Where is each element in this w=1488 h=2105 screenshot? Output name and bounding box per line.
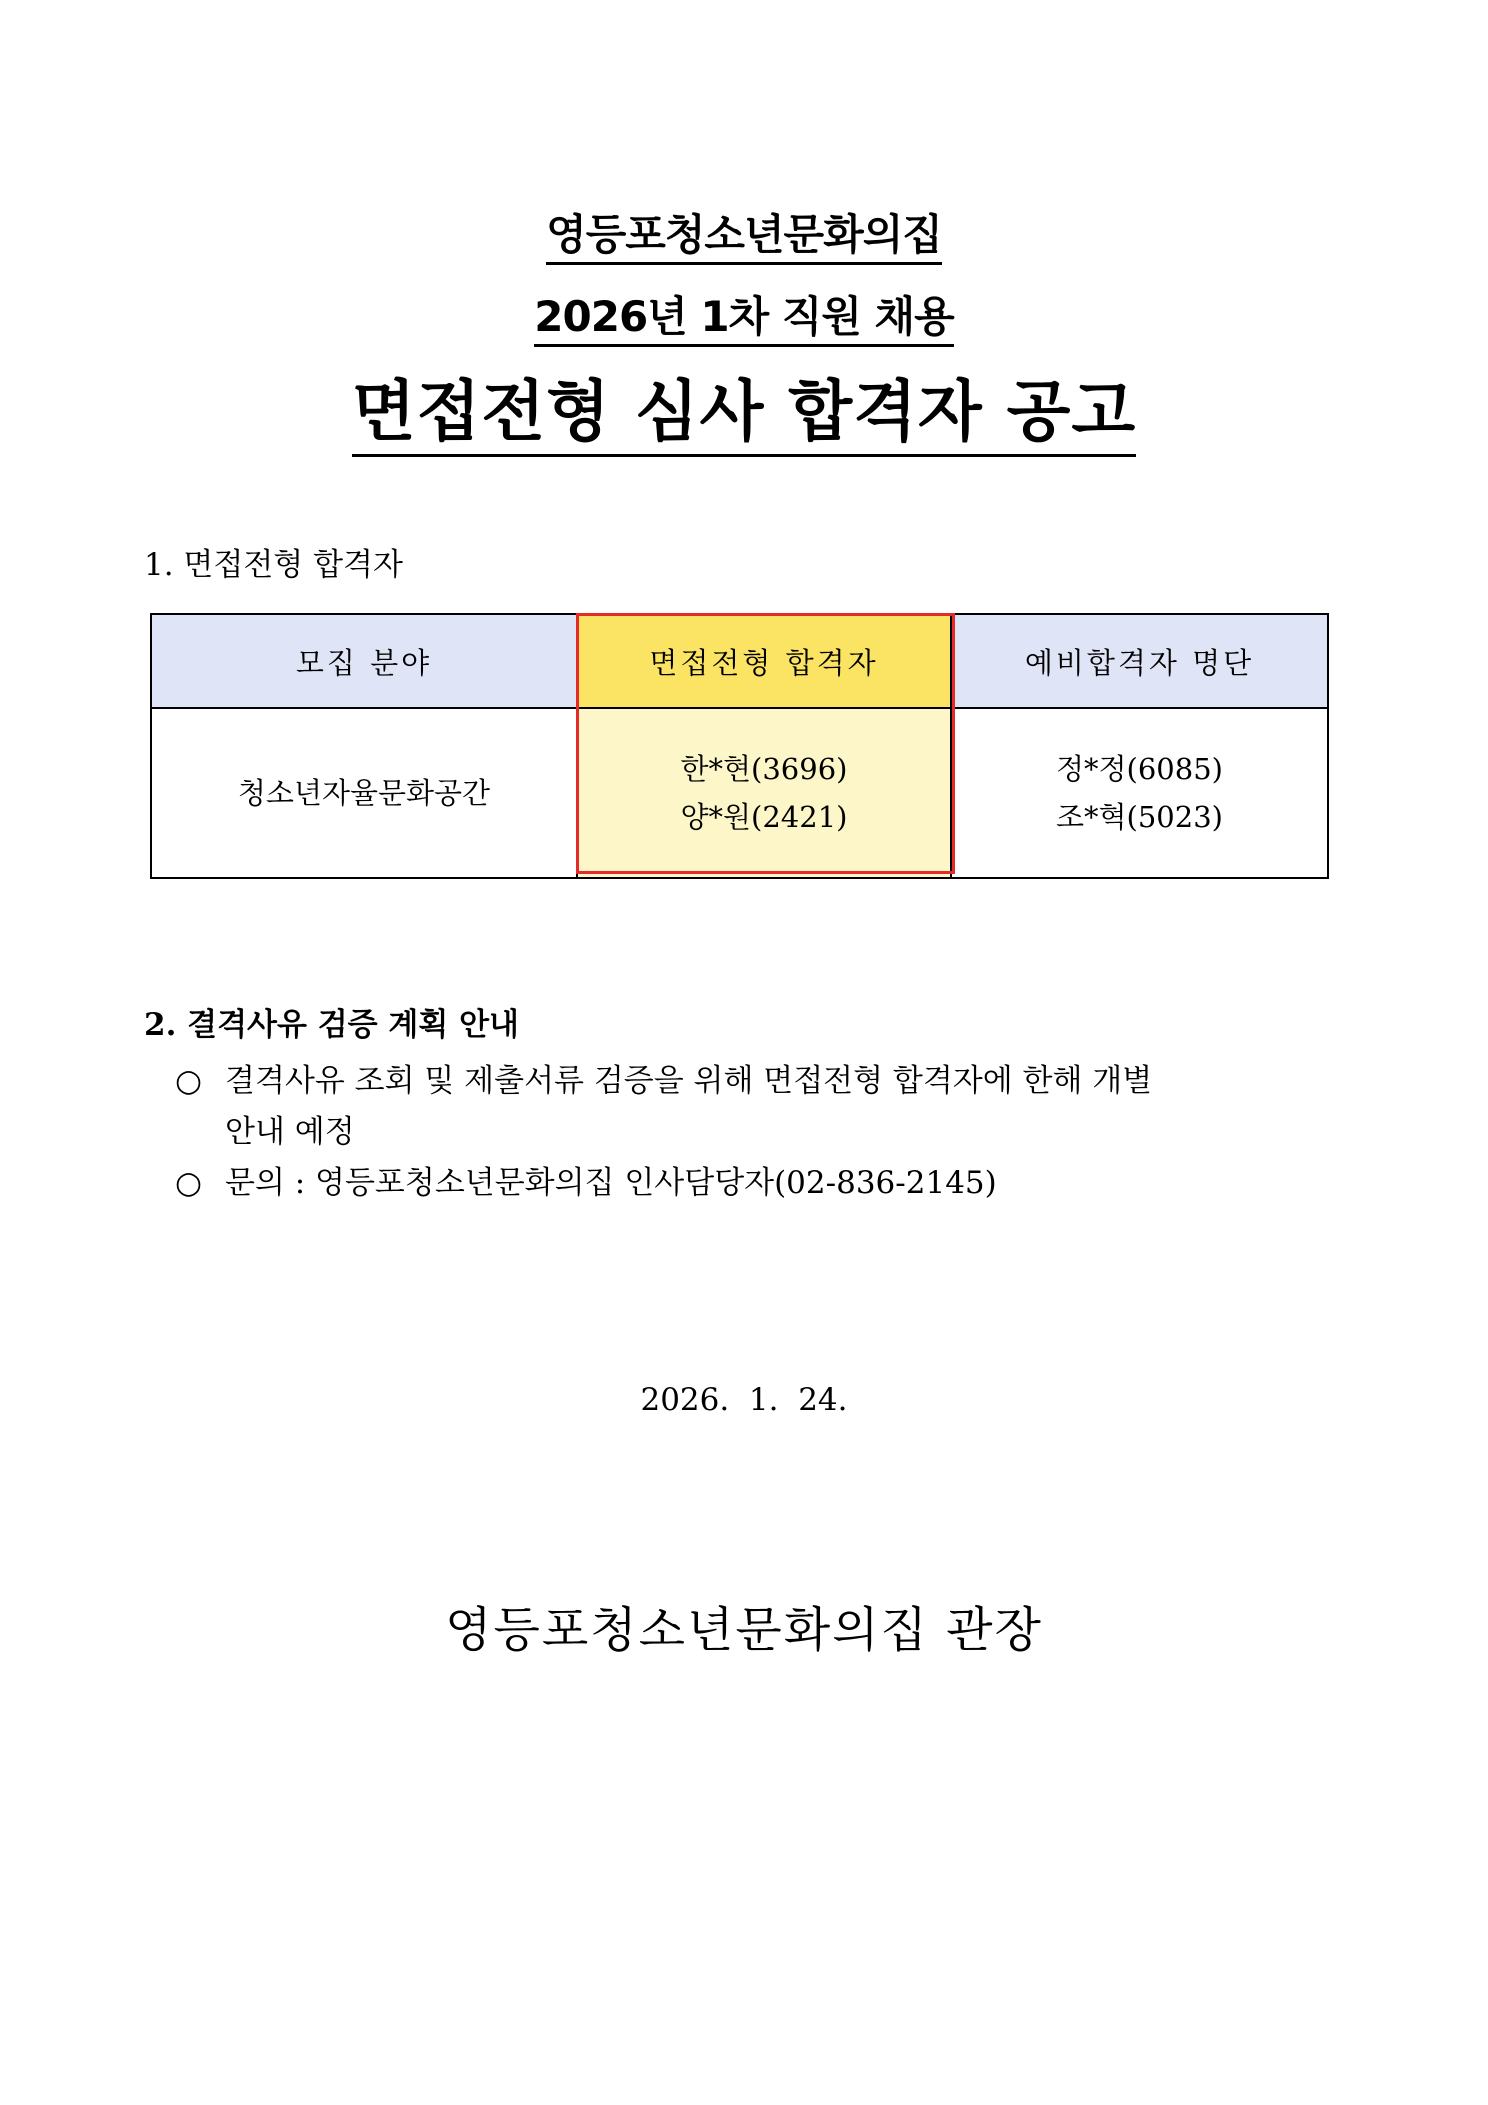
header-field: 모집 분야 [151, 614, 577, 708]
bullet-item [175, 1061, 1152, 1101]
announcement-date: 2026. 1. 24. [640, 1382, 848, 1418]
recruitment-subtitle: 2026년 1차 직원 채용 [534, 292, 953, 347]
cell-reserves [951, 708, 1328, 878]
cell-field: 청소년자율문화공간 [151, 708, 577, 878]
reserve-name: 조*혁(5023) [1056, 800, 1223, 834]
circle-bullet-icon: ○ [175, 1165, 203, 1201]
org-title: 영등포청소년문화의집 [546, 210, 942, 265]
section1-heading: 1. 면접전형 합격자 [144, 547, 403, 583]
result-table [150, 613, 1329, 879]
bullet-item [175, 1163, 997, 1203]
page-title: 면접전형 심사 합격자 공고 [352, 372, 1136, 457]
reserve-name: 정*정(6085) [1056, 752, 1223, 786]
section2-heading: 2. 결격사유 검증 계획 안내 [144, 1007, 519, 1043]
header-passers: 면접전형 합격자 [577, 614, 951, 708]
contact-text: 문의 : 영등포청소년문화의집 인사담당자(02-836-2145) [225, 1165, 997, 1201]
cell-passers [577, 708, 951, 878]
passer-name: 한*현(3696) [680, 752, 848, 786]
table-header-row [151, 614, 1328, 708]
passer-name: 양*원(2421) [680, 800, 848, 834]
header-reserves: 예비합격자 명단 [951, 614, 1328, 708]
bullet-text: 결격사유 조회 및 제출서류 검증을 위해 면접전형 합격자에 한해 개별 [225, 1063, 1153, 1099]
table-row [151, 708, 1328, 878]
bullet-text-continued: 안내 예정 [225, 1114, 355, 1150]
signer: 영등포청소년문화의집 관장 [445, 1602, 1043, 1658]
circle-bullet-icon: ○ [175, 1063, 203, 1099]
